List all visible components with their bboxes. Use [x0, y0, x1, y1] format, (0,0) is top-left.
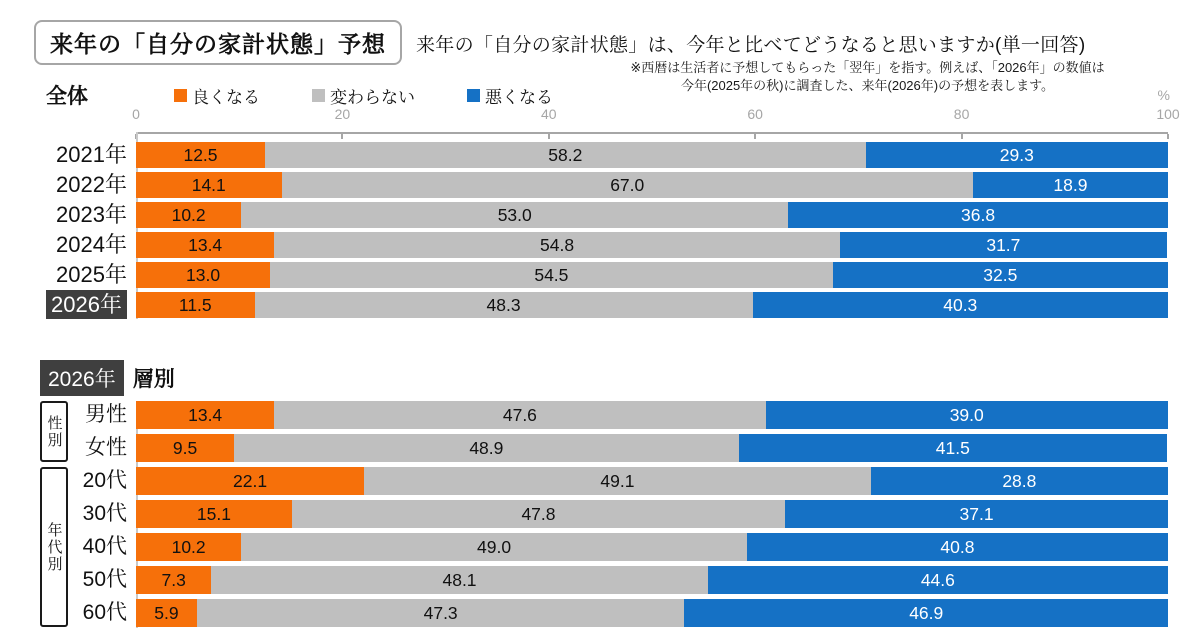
bar-segment-bad: 37.1 [785, 500, 1168, 528]
section-label-overall: 全体 [46, 85, 88, 108]
stacked-bar [136, 434, 1168, 462]
bar-segment-good: 10.2 [136, 202, 241, 228]
bar-row [0, 142, 1200, 168]
legend-label-same: 変わらない [330, 88, 415, 107]
x-axis-tick-mark [548, 134, 550, 139]
stacked-bar [136, 262, 1168, 288]
bar-row [68, 401, 1200, 429]
legend-item-bad [467, 83, 553, 108]
bar-segment-bad: 18.9 [973, 172, 1168, 198]
bar-segment-bad: 29.3 [866, 142, 1168, 168]
bar-segment-bad: 44.6 [708, 566, 1168, 594]
row-group-年代別 [40, 467, 1200, 627]
bar-segment-good: 10.2 [136, 533, 241, 561]
bar-segment-good: 13.4 [136, 401, 274, 429]
row-label-highlight: 2026年 [46, 290, 127, 319]
stacked-bar [136, 292, 1168, 318]
bar-row [0, 262, 1200, 288]
bar-segment-same: 54.5 [270, 262, 832, 288]
bar-segment-same: 54.8 [274, 232, 840, 258]
footnote-line-1: ※西暦は生活者に予想してもらった「翌年」を指す。例えば、「2026年」の数値は [630, 60, 1105, 75]
legend-swatch-good-icon [174, 89, 187, 102]
x-axis-tick-label: 0 [132, 106, 140, 122]
bar-row [68, 467, 1200, 495]
overall-chart [0, 142, 1200, 322]
stacked-bar [136, 172, 1168, 198]
group-label: 性別 [45, 414, 63, 449]
bar-segment-bad: 31.7 [840, 232, 1167, 258]
stacked-bar [136, 232, 1168, 258]
bar-row [68, 599, 1200, 627]
bar-row [0, 232, 1200, 258]
bar-segment-bad: 32.5 [833, 262, 1168, 288]
footnote-line-2: 今年(2025年の秋)に調査した、来年(2026年)の予想を表します。 [680, 77, 1055, 93]
bar-segment-good: 15.1 [136, 500, 292, 528]
bar-segment-bad: 40.3 [753, 292, 1168, 318]
row-label: 40代 [82, 535, 127, 558]
group-label: 年代別 [45, 521, 63, 573]
stacked-bar [136, 599, 1168, 627]
legend-swatch-same-icon [312, 89, 325, 102]
breakdown-year-badge: 2026年 [40, 360, 124, 396]
stacked-bar [136, 202, 1168, 228]
bar-row [0, 172, 1200, 198]
x-axis-tick-label: 60 [747, 106, 763, 122]
stacked-bar [136, 467, 1168, 495]
x-axis-tick-label: 100 [1156, 106, 1180, 122]
bar-segment-same: 49.0 [241, 533, 747, 561]
row-label: 50代 [82, 568, 127, 591]
bar-segment-same: 53.0 [241, 202, 788, 228]
group-label-box [40, 467, 68, 627]
x-axis-tick-label: 20 [334, 106, 351, 122]
bar-segment-bad: 46.9 [684, 599, 1168, 627]
bar-segment-good: 13.4 [136, 232, 274, 258]
row-label [0, 292, 136, 318]
breakdown-suffix-label: 層別 [132, 368, 175, 391]
bar-segment-good: 11.5 [136, 292, 255, 318]
row-label: 2022年 [56, 172, 127, 197]
x-axis [132, 106, 1180, 140]
row-label: 2021年 [56, 142, 127, 167]
row-label: 20代 [82, 469, 127, 492]
page-title: 来年の「自分の家計状態」予想 [34, 20, 402, 65]
legend-item-same [312, 83, 415, 108]
bar-segment-bad: 28.8 [871, 467, 1168, 495]
bar-row [68, 533, 1200, 561]
bar-segment-good: 14.1 [136, 172, 282, 198]
legend-label-good: 良くなる [192, 88, 260, 107]
footnote [575, 59, 1160, 94]
row-label: 60代 [82, 601, 127, 624]
bar-segment-same: 49.1 [364, 467, 871, 495]
bar-segment-same: 48.3 [255, 292, 753, 318]
bar-segment-same: 67.0 [282, 172, 973, 198]
group-label-box [40, 401, 68, 462]
bar-row [68, 434, 1200, 462]
x-axis-tick-mark [754, 134, 756, 139]
x-axis-tick-label: 40 [541, 106, 557, 122]
bar-segment-same: 58.2 [265, 142, 866, 168]
survey-question: 来年の「自分の家計状態」は、今年と比べてどうなると思いますか(単一回答) [416, 35, 1086, 56]
bar-segment-good: 7.3 [136, 566, 211, 594]
legend-swatch-bad-icon [467, 89, 480, 102]
breakdown-chart [40, 401, 1200, 632]
legend [174, 83, 553, 108]
bar-segment-same: 48.9 [234, 434, 739, 462]
bar-segment-same: 48.1 [211, 566, 707, 594]
bar-segment-same: 47.8 [292, 500, 785, 528]
legend-label-bad: 悪くなる [485, 88, 553, 107]
bar-row [68, 500, 1200, 528]
bar-segment-bad: 41.5 [739, 434, 1167, 462]
stacked-bar [136, 566, 1168, 594]
x-axis-line [136, 132, 1168, 134]
bar-segment-good: 13.0 [136, 262, 270, 288]
bar-segment-good: 22.1 [136, 467, 364, 495]
group-rows [68, 401, 1200, 462]
row-label: 女性 [85, 436, 127, 459]
row-label: 2024年 [56, 232, 127, 257]
x-axis-tick-mark [1167, 134, 1169, 139]
bar-row [0, 202, 1200, 228]
legend-item-good [174, 83, 260, 108]
row-label: 2025年 [56, 262, 127, 287]
bar-segment-good: 5.9 [136, 599, 197, 627]
bar-segment-good: 9.5 [136, 434, 234, 462]
bar-segment-bad: 40.8 [747, 533, 1168, 561]
percent-unit-label: % [1157, 87, 1170, 103]
bar-segment-bad: 36.8 [788, 202, 1168, 228]
stacked-bar [136, 142, 1168, 168]
bar-segment-same: 47.3 [197, 599, 685, 627]
x-axis-tick-mark [341, 134, 343, 139]
x-axis-tick-mark [961, 134, 963, 139]
stacked-bar [136, 401, 1168, 429]
bar-segment-bad: 39.0 [766, 401, 1168, 429]
bar-segment-good: 12.5 [136, 142, 265, 168]
row-label: 30代 [82, 502, 127, 525]
bar-segment-same: 47.6 [274, 401, 765, 429]
row-group-性別 [40, 401, 1200, 462]
stacked-bar [136, 533, 1168, 561]
bar-row [68, 566, 1200, 594]
row-label: 2023年 [56, 202, 127, 227]
breakdown-header [40, 360, 175, 396]
row-label: 男性 [85, 403, 127, 426]
stacked-bar [136, 500, 1168, 528]
x-axis-tick-label: 80 [953, 106, 970, 122]
group-rows [68, 467, 1200, 627]
bar-row [0, 292, 1200, 318]
